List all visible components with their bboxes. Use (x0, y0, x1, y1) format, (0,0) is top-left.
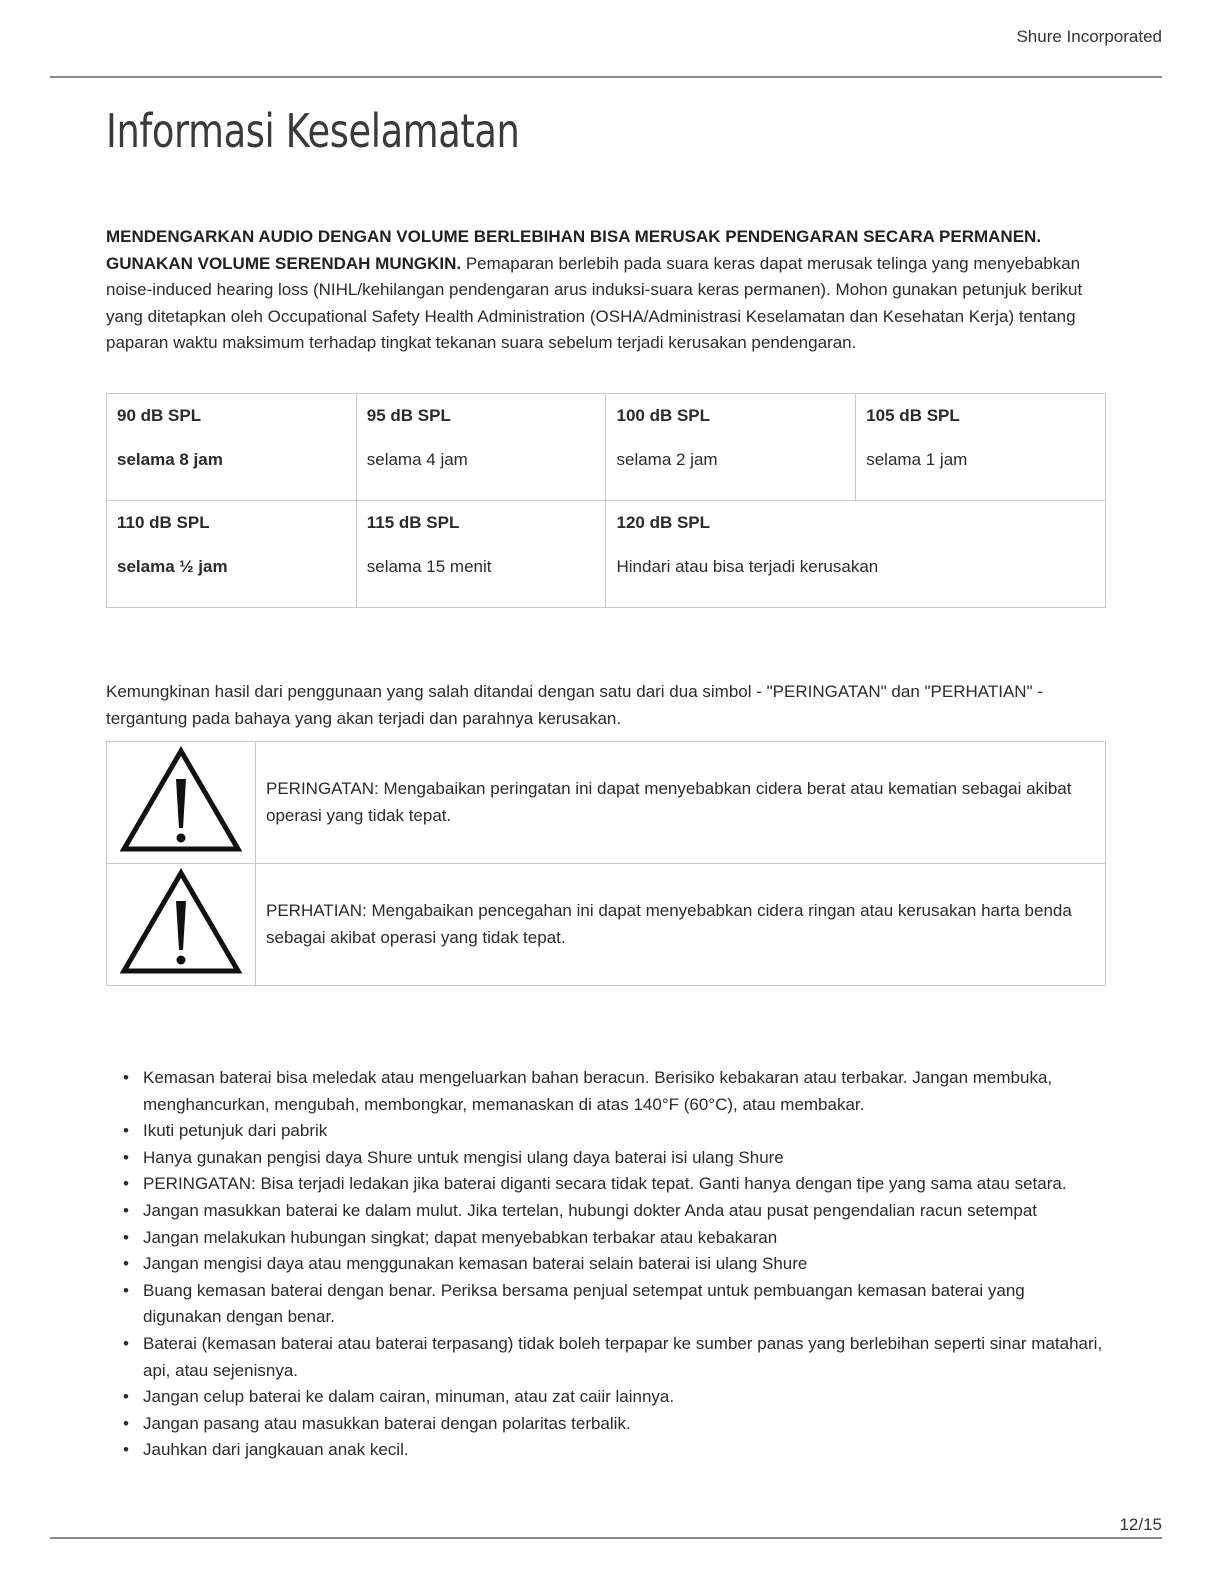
spl-level: 105 dB SPL (866, 406, 960, 425)
list-item: • Kemasan baterai bisa meledak atau mengeluarkan bahan beracun. Berisiko kebakaran atau terbakar. Jangan membuka, menghancurkan, mengubah, membongkar, memanaskan di atas 140°F (60°C), atau membakar. (143, 1065, 1106, 1118)
spl-duration: selama 4 jam (366, 450, 468, 469)
list-item: • Ikuti petunjuk dari pabrik (143, 1118, 1106, 1145)
page-title: Informasi Keselamatan (106, 104, 520, 158)
list-item: • Jangan celup baterai ke dalam cairan, minuman, atau zat caiir lainnya. (143, 1384, 1106, 1411)
table-row (107, 394, 1106, 501)
spl-level: 110 dB SPL (117, 513, 210, 532)
spl-cell (606, 394, 856, 501)
spl-level: 115 dB SPL (366, 513, 460, 532)
list-item: • Hanya gunakan pengisi daya Shure untuk mengisi ulang daya baterai isi ulang Shure (143, 1145, 1106, 1172)
spl-duration: selama 2 jam (616, 450, 718, 469)
spl-cell (107, 501, 357, 608)
warning-triangle-icon (120, 868, 242, 976)
battery-safety-list (106, 1065, 1106, 1464)
spl-cell (356, 394, 606, 501)
list-item: • Jangan mengisi daya atau menggunakan kemasan baterai selain baterai isi ulang Shure (143, 1251, 1106, 1278)
list-item: • Buang kemasan baterai dengan benar. Periksa bersama penjual setempat untuk pembuangan kemasan baterai yang digunakan dengan benar. (143, 1278, 1106, 1331)
spl-level: 90 dB SPL (117, 406, 202, 425)
list-item: • Jangan masukkan baterai ke dalam mulut. Jika tertelan, hubungi dokter Anda atau pusat pengendalian racun setempat (143, 1198, 1106, 1225)
intro-warning-bold: MENDENGARKAN AUDIO DENGAN VOLUME BERLEBIHAN BISA MERUSAK PENDENGARAN SECARA PERMANEN. GUNAKAN VOLUME SERENDAH MUNGKIN. (106, 227, 1042, 273)
list-item: • Jangan pasang atau masukkan baterai dengan polaritas terbalik. (143, 1411, 1106, 1438)
list-item: • Jangan melakukan hubungan singkat; dapat menyebabkan terbakar atau kebakaran (143, 1225, 1106, 1252)
spl-exposure-table (106, 393, 1106, 608)
spl-level: 100 dB SPL (616, 406, 711, 425)
table-row (107, 742, 1106, 864)
spl-cell (107, 394, 357, 501)
symbol-cell (107, 742, 256, 864)
top-divider (50, 76, 1162, 78)
bottom-divider (50, 1537, 1162, 1539)
header-company: Shure Incorporated (1016, 27, 1162, 46)
spl-cell (356, 501, 606, 608)
list-item: • Jauhkan dari jangkauan anak kecil. (143, 1437, 1106, 1464)
intro-paragraph (106, 224, 1106, 357)
caution-description: PERHATIAN: Mengabaikan pencegahan ini dapat menyebabkan cidera ringan atau kerusakan harta benda sebagai akibat operasi yang tidak tepat. (256, 864, 1106, 986)
table-row (107, 501, 1106, 608)
list-item: • PERINGATAN: Bisa terjadi ledakan jika baterai diganti secara tidak tepat. Ganti hanya dengan tipe yang sama atau setara. (143, 1171, 1106, 1198)
spl-level: 95 dB SPL (366, 406, 451, 425)
spl-level: 120 dB SPL (616, 513, 711, 532)
page-number: 12/15 (1119, 1515, 1162, 1534)
table-row (107, 864, 1106, 986)
warning-triangle-icon (120, 746, 242, 854)
spl-duration: Hindari atau bisa terjadi kerusakan (616, 557, 879, 576)
spl-duration: selama 1 jam (866, 450, 968, 469)
warning-description: PERINGATAN: Mengabaikan peringatan ini dapat menyebabkan cidera berat atau kematian sebagai akibat operasi yang tidak tepat. (256, 742, 1106, 864)
intro-text: Pemaparan berlebih pada suara keras dapat merusak telinga yang menyebabkan noise-induced hearing loss (NIHL/kehilangan pendengaran arus induksi-suara keras permanen). Mohon gunakan petunjuk berikut yang ditetapkan oleh Occupational Safety Health Administration (OSHA/Administrasi Keselamatan dan Kesehatan Kerja) tentang paparan waktu maksimum terhadap tingkat tekanan suara sebelum terjadi kerusakan pendengaran. (106, 253, 1083, 353)
spl-cell (606, 501, 1106, 608)
symbol-intro-paragraph: Kemungkinan hasil dari penggunaan yang salah ditandai dengan satu dari dua simbol - "PERINGATAN" dan "PERHATIAN" - tergantung pada bahaya yang akan terjadi dan parahnya kerusakan. (106, 682, 1043, 728)
spl-cell (856, 394, 1106, 501)
symbol-cell (107, 864, 256, 986)
spl-duration: selama 8 jam (117, 450, 223, 469)
spl-duration: selama ½ jam (117, 557, 228, 576)
spl-duration: selama 15 menit (366, 557, 492, 576)
list-item: • Baterai (kemasan baterai atau baterai terpasang) tidak boleh terpapar ke sumber panas yang berlebihan seperti sinar matahari, api, atau sejenisnya. (143, 1331, 1106, 1384)
safety-symbols-table (106, 741, 1106, 986)
